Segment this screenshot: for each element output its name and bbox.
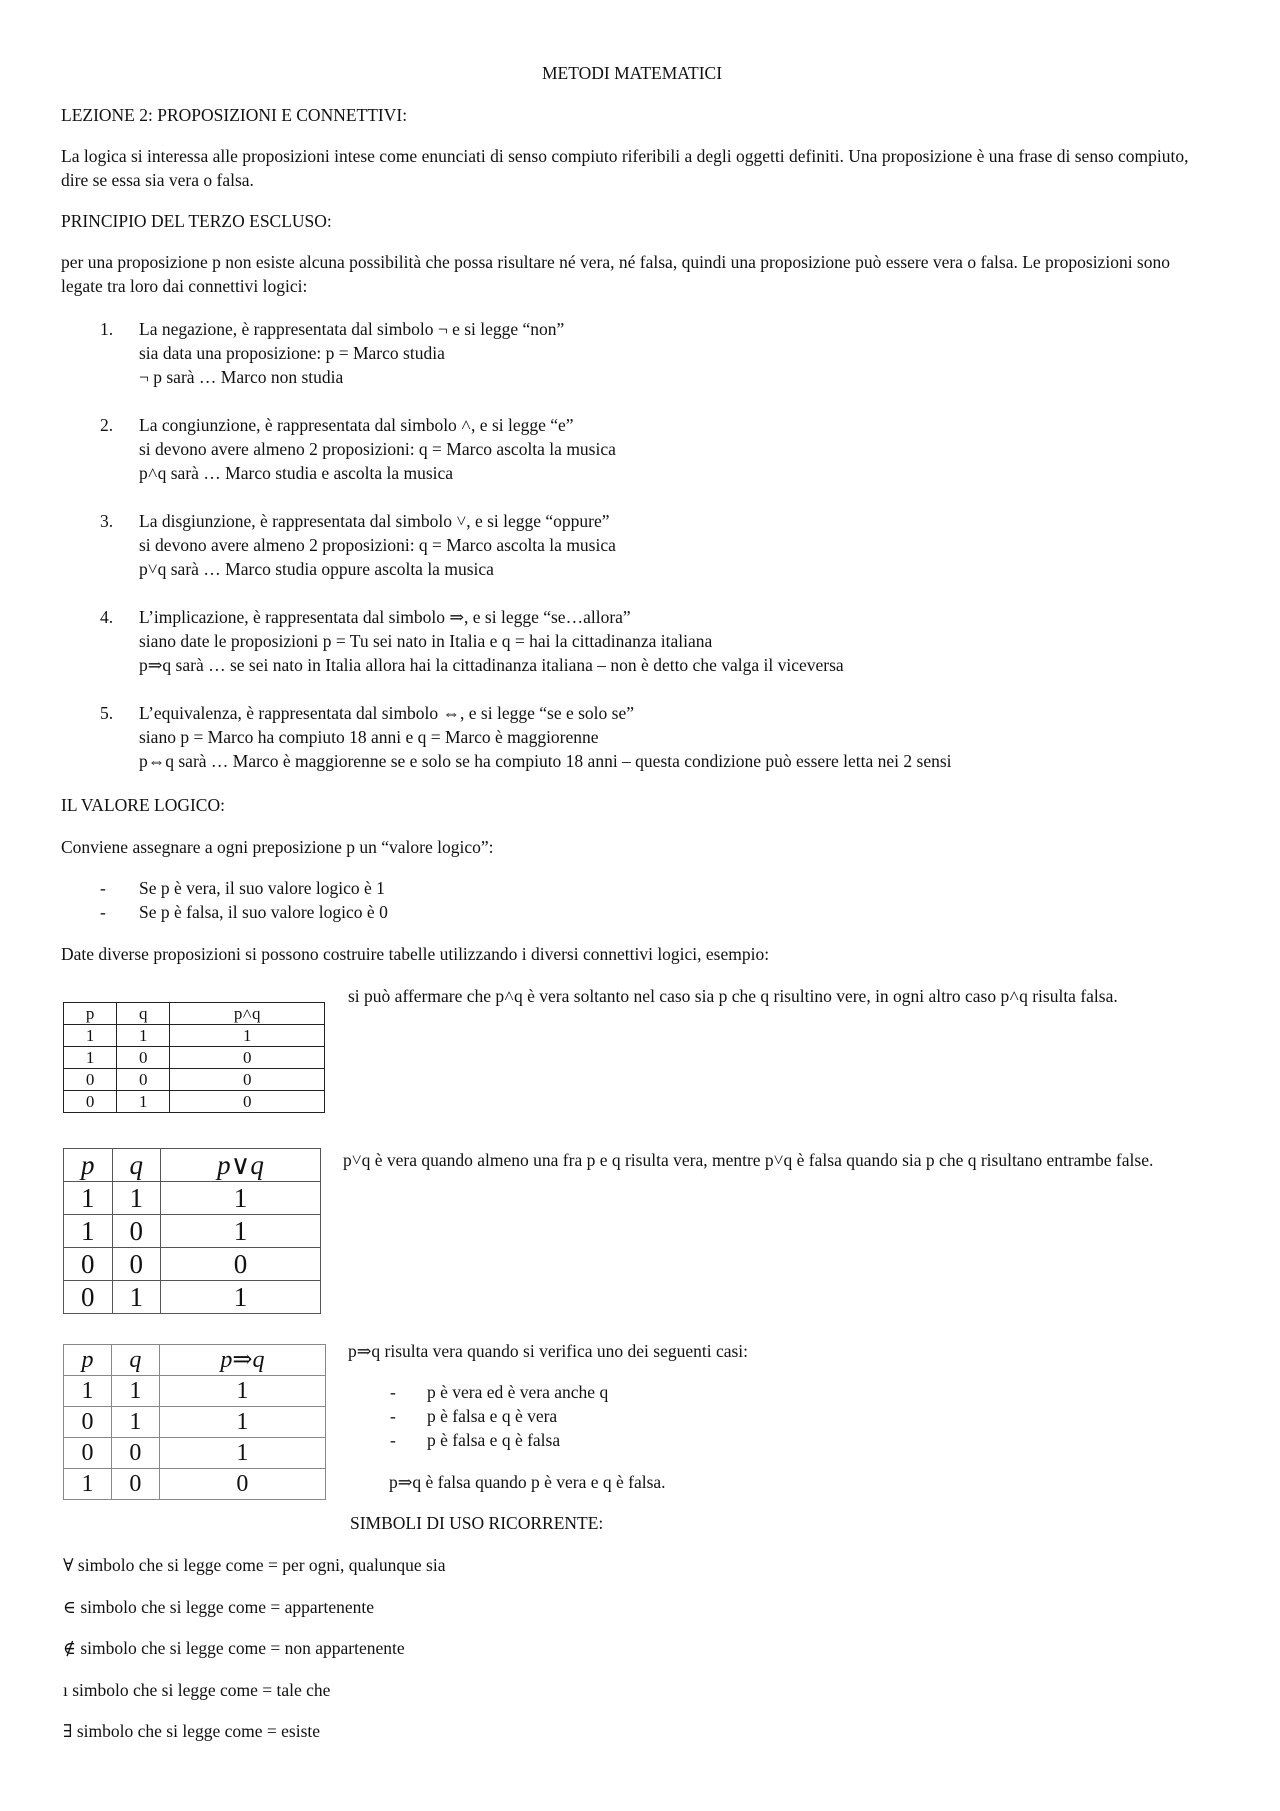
bullet-dash: - [390,1382,396,1402]
list-number: 4. [100,607,114,627]
table-cell: 0 [64,1091,117,1113]
table-row [64,1215,321,1248]
table-cell: 1 [117,1091,170,1113]
table-cell: 0 [111,1438,159,1469]
list-line: L’equivalenza, è rappresentata dal simbolo ⇔, e si legge “se e solo se” [139,703,635,723]
table-cell: 1 [170,1025,325,1047]
table-row [64,1407,326,1438]
table-row [64,1025,325,1047]
table-cell: 0 [111,1469,159,1500]
table-row [64,1469,326,1500]
bullet-dash: - [390,1430,396,1450]
table-implication-description: p⇒q risulta vera quando si verifica uno dei seguenti casi: [348,1341,749,1361]
implication-false-case: p⇒q è falsa quando p è vera e q è falsa. [389,1472,666,1492]
bullet-dash: - [100,878,106,898]
symbol-item: ∈ simbolo che si legge come = appartenente [63,1597,374,1617]
list-number: 1. [100,319,114,339]
table-cell: 1 [64,1025,117,1047]
table-header-cell: p∨q [161,1149,321,1182]
table-cell: 1 [159,1376,325,1407]
table-row [64,1438,326,1469]
list-line: La negazione, è rappresentata dal simbolo ¬ e si legge “non” [139,319,565,339]
list-number: 5. [100,703,114,723]
truth-table-and [63,1002,325,1113]
table-cell: 1 [111,1376,159,1407]
list-line: si devono avere almeno 2 proposizioni: q = Marco ascolta la musica [139,439,616,459]
intro-paragraph: La logica si interessa alle proposizioni intese come enunciati di senso compiuto riferibili a degli oggetti definiti. Una proposizione è una frase di senso compiuto, dire se essa sia vera o falsa. [61,146,1189,190]
table-row [64,1091,325,1113]
logic-value-paragraph: Conviene assegnare a ogni preposizione p un “valore logico”: [61,837,494,857]
truth-table-implication [63,1344,326,1500]
list-item: Se p è falsa, il suo valore logico è 0 [139,902,388,922]
table-header-cell: q [112,1149,161,1182]
table-cell: 1 [64,1215,113,1248]
table-header-cell: p [64,1003,117,1025]
table-cell: 0 [64,1407,112,1438]
table-row [64,1069,325,1091]
bullet-dash: - [390,1406,396,1426]
table-cell: 1 [161,1182,321,1215]
table-cell: 1 [112,1182,161,1215]
table-cell: 1 [64,1469,112,1500]
table-header-cell: q [111,1345,159,1376]
list-item: p è vera ed è vera anche q [427,1382,609,1402]
table-cell: 1 [111,1407,159,1438]
table-cell: 1 [159,1407,325,1438]
symbol-item: ∉ simbolo che si legge come = non appartenente [63,1638,405,1658]
table-cell: 1 [159,1438,325,1469]
table-row [64,1047,325,1069]
table-header-row [64,1345,326,1376]
table-cell: 0 [161,1248,321,1281]
table-cell: 0 [112,1215,161,1248]
table-cell: 1 [117,1025,170,1047]
table-cell: 0 [64,1069,117,1091]
list-line: p⇔q sarà … Marco è maggiorenne se e solo se ha compiuto 18 anni – questa condizione può essere letta nei 2 sensi [139,751,952,771]
page-title: METODI MATEMATICI [542,63,723,83]
list-line: si devono avere almeno 2 proposizioni: q = Marco ascolta la musica [139,535,616,555]
table-cell: 0 [64,1281,113,1314]
table-cell: 0 [112,1248,161,1281]
table-cell: 1 [64,1376,112,1407]
list-item: p è falsa e q è falsa [427,1430,561,1450]
list-item: Se p è vera, il suo valore logico è 1 [139,878,385,898]
logic-value-heading: IL VALORE LOGICO: [61,795,225,815]
list-line: siano p = Marco ha compiuto 18 anni e q = Marco è maggiorenne [139,727,599,747]
table-cell: 0 [117,1047,170,1069]
table-cell: 0 [170,1069,325,1091]
symbol-item: ∀ simbolo che si legge come = per ogni, qualunque sia [63,1555,446,1575]
table-cell: 1 [112,1281,161,1314]
table-cell: 1 [161,1281,321,1314]
table-cell: 1 [64,1182,113,1215]
list-line: La congiunzione, è rappresentata dal simbolo ˄, e si legge “e” [139,415,574,435]
principle-paragraph: per una proposizione p non esiste alcuna possibilità che possa risultare né vera, né falsa, quindi una proposizione può essere vera o falsa. Le proposizioni sono legate tra loro dai connettivi logici: [61,252,1170,296]
table-header-cell: p⇒q [159,1345,325,1376]
table-row [64,1281,321,1314]
list-line: ¬ p sarà … Marco non studia [139,367,344,387]
list-line: p˄q sarà … Marco studia e ascolta la musica [139,463,454,483]
tables-intro: Date diverse proposizioni si possono costruire tabelle utilizzando i diversi connettivi logici, esempio: [61,944,770,964]
table-cell: 1 [161,1215,321,1248]
table-cell: 0 [170,1047,325,1069]
principle-heading: PRINCIPIO DEL TERZO ESCLUSO: [61,211,332,231]
table-or-description: p˅q è vera quando almeno una fra p e q risulta vera, mentre p˅q è falsa quando sia p che q risultano entrambe false. [343,1150,1154,1170]
list-item: p è falsa e q è vera [427,1406,558,1426]
list-line: La disgiunzione, è rappresentata dal simbolo ˅, e si legge “oppure” [139,511,610,531]
table-header-row [64,1149,321,1182]
list-line: p⇒q sarà … se sei nato in Italia allora hai la cittadinanza italiana – non è detto che valga il viceversa [139,655,844,675]
table-cell: 0 [117,1069,170,1091]
table-header-row [64,1003,325,1025]
symbol-item: ı simbolo che si legge come = tale che [63,1680,331,1700]
bullet-dash: - [100,902,106,922]
lesson-heading: LEZIONE 2: PROPOSIZIONI E CONNETTIVI: [61,105,408,125]
table-header-cell: q [117,1003,170,1025]
table-cell: 0 [170,1091,325,1113]
list-number: 3. [100,511,114,531]
list-line: siano date le proposizioni p = Tu sei nato in Italia e q = hai la cittadinanza italiana [139,631,713,651]
list-line: L’implicazione, è rappresentata dal simbolo ⇒, e si legge “se…allora” [139,607,631,627]
truth-table-or [63,1148,321,1314]
table-row [64,1376,326,1407]
table-row [64,1182,321,1215]
table-header-cell: p [64,1149,113,1182]
table-cell: 0 [159,1469,325,1500]
table-row [64,1248,321,1281]
table-header-cell: p [64,1345,112,1376]
table-cell: 0 [64,1248,113,1281]
list-line: sia data una proposizione: p = Marco studia [139,343,445,363]
table-header-cell: p˄q [170,1003,325,1025]
symbols-heading: SIMBOLI DI USO RICORRENTE: [350,1513,604,1533]
table-cell: 0 [64,1438,112,1469]
table-cell: 1 [64,1047,117,1069]
list-line: p˅q sarà … Marco studia oppure ascolta la musica [139,559,494,579]
table-and-description: si può affermare che p˄q è vera soltanto nel caso sia p che q risultino vere, in ogni altro caso p˄q risulta falsa. [348,986,1118,1006]
list-number: 2. [100,415,114,435]
symbol-item: ∃ simbolo che si legge come = esiste [63,1721,321,1741]
